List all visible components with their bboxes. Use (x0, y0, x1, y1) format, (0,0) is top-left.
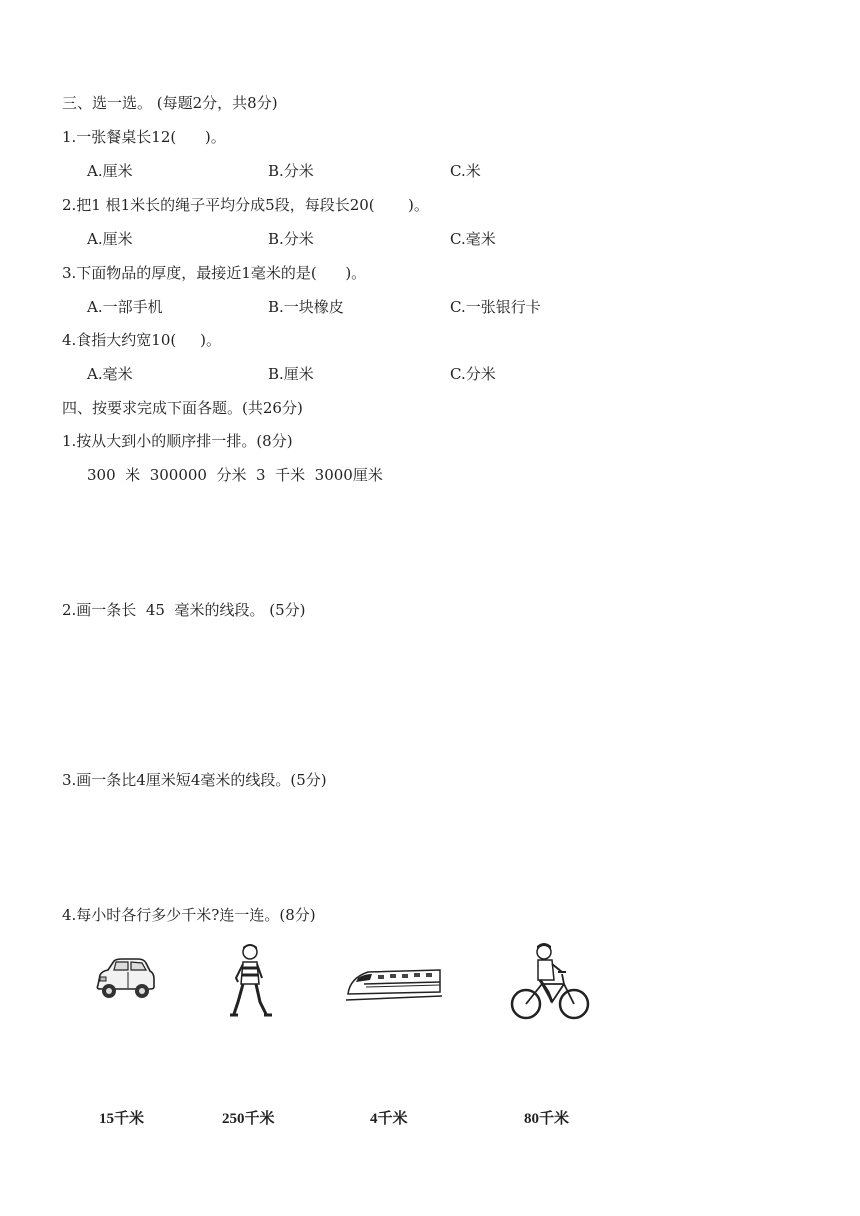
question-2-option-a[interactable]: A.厘米 (87, 230, 133, 248)
s4-question-1-values: 300 米 300000 分米 3 千米 3000厘米 (87, 466, 383, 484)
speed-label: 250千米 (222, 1111, 275, 1127)
question-3-option-a[interactable]: A.一部手机 (87, 298, 163, 316)
bicycle-rider-icon (508, 940, 592, 1024)
question-1: 1.一张餐桌长12( )。 (62, 128, 226, 146)
question-3-option-b[interactable]: B.一块橡皮 (268, 298, 344, 316)
section-3-title: 三、选一选。 (每题2分，共8分) (62, 94, 278, 112)
question-1-option-a[interactable]: A.厘米 (87, 162, 133, 180)
question-4-option-c[interactable]: C.分米 (450, 365, 496, 383)
s4-question-4: 4.每小时各行多少千米?连一连。(8分) (62, 906, 316, 924)
question-2-option-b[interactable]: B.分米 (268, 230, 314, 248)
question-4-option-b[interactable]: B.厘米 (268, 365, 314, 383)
question-4: 4.食指大约宽10( )。 (62, 331, 221, 349)
question-3-option-c[interactable]: C.一张银行卡 (450, 298, 541, 316)
s4-question-1: 1.按从大到小的顺序排一排。(8分) (62, 432, 293, 450)
question-2: 2.把1 根1米长的绳子平均分成5段，每段长20( )。 (62, 196, 429, 214)
s4-question-3: 3.画一条比4厘米短4毫米的线段。(5分) (62, 771, 327, 789)
question-2-option-c[interactable]: C.毫米 (450, 230, 496, 248)
question-1-option-c[interactable]: C.米 (450, 162, 481, 180)
s4-question-2: 2.画一条长 45 毫米的线段。 (5分) (62, 601, 306, 619)
high-speed-train-icon (344, 962, 444, 1006)
section-4-title: 四、按要求完成下面各题。(共26分) (62, 399, 303, 417)
question-3: 3.下面物品的厚度，最接近1毫米的是( )。 (62, 264, 367, 282)
speed-label: 4千米 (370, 1111, 408, 1127)
car-icon (92, 955, 158, 1003)
question-1-option-b[interactable]: B.分米 (268, 162, 314, 180)
speed-label: 80千米 (524, 1111, 570, 1127)
speed-label: 15千米 (99, 1111, 145, 1127)
question-4-option-a[interactable]: A.毫米 (87, 365, 133, 383)
walking-boy-icon (226, 942, 276, 1022)
